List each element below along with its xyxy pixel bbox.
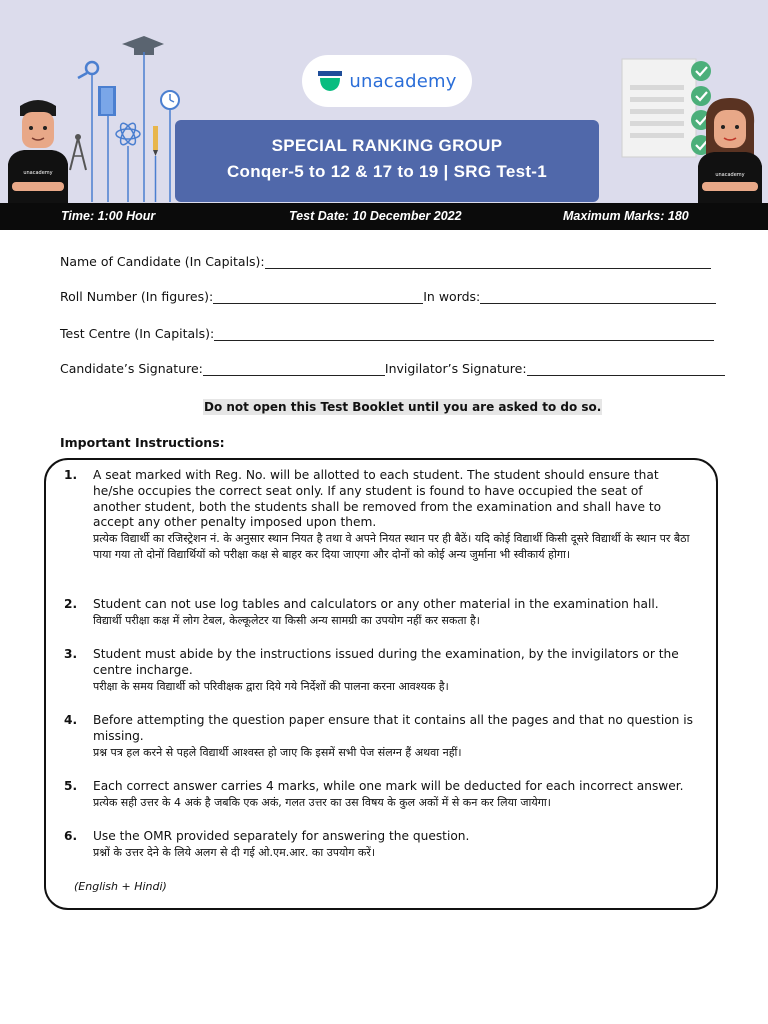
candidate-signature-field[interactable]: [203, 364, 385, 376]
unacademy-logo-icon: [317, 70, 343, 92]
test-group-title: SPECIAL RANKING GROUP: [271, 136, 503, 155]
instruction-hindi: प्रश्न पत्र हल करने से पहले विद्यार्थी आश्वस्त हो जाए कि इसमें सभी पेज संलग्न हैं अथवा नहीं।: [93, 745, 462, 759]
instruction-english: Use the OMR provided separately for answering the question.: [93, 829, 470, 843]
book-icon: [98, 86, 116, 202]
candidate-name-field[interactable]: [265, 257, 711, 269]
roll-number-field[interactable]: [213, 292, 423, 304]
candidate-name-label: Name of Candidate (In Capitals):: [60, 254, 265, 269]
roll-words-label: In words:: [423, 289, 481, 304]
pencil-icon: [153, 126, 158, 202]
magnifier-icon: [78, 62, 98, 202]
test-centre-label: Test Centre (In Capitals):: [60, 326, 215, 341]
instruction-number: 5.: [64, 779, 78, 793]
invigilator-signature-label: Invigilator’s Signature:: [384, 361, 527, 376]
instruction-number: 4.: [64, 713, 78, 727]
brand-name: unacademy: [349, 70, 457, 92]
candidate-signature-label: Candidate’s Signature:: [60, 361, 203, 376]
instruction-item: [64, 779, 694, 811]
unacademy-logo: [302, 55, 472, 107]
instruction-number: 3.: [64, 647, 78, 661]
shirt-logo: unacademy: [715, 172, 745, 178]
instruction-item: [64, 468, 694, 563]
header-banner: [0, 0, 768, 204]
candidate-name-row: [60, 254, 711, 269]
exam-info-bar: [0, 203, 768, 230]
exam-time: Time: 1:00 Hour: [61, 209, 156, 223]
instruction-item: [64, 829, 694, 861]
instruction-hindi: विद्यार्थी परीक्षा कक्ष में लोग टेबल, केल्कूलेटर या किसी अन्य सामग्री का उपयोग नहीं कर सकता है।: [93, 613, 480, 627]
language-note: (English + Hindi): [74, 880, 167, 893]
title-box: [175, 120, 599, 202]
test-centre-field[interactable]: [214, 329, 714, 341]
instruction-english: Student can not use log tables and calculators or any other material in the examination hall.: [93, 597, 659, 611]
instruction-hindi: प्रत्येक विद्यार्थी का रजिस्ट्रेशन नं. के अनुसार स्थान नियत है तथा वे अपने नियत स्थान पर ही बैठें। यदि कोई विद्यार्थी किसी दूसरे विद्यार्थी के स्थान पर बैठा पाया गया तो दोनों विद्यार्थियों को परीक्षा कक्ष से बाहर कर दिया जाएगा और दोनों को कोई अन्य जुर्माना भी स्वीकार्य होगा।: [93, 532, 690, 562]
instruction-hindi: परीक्षा के समय विद्यार्थी को परिवीक्षक द्वारा दिये गये निर्देशों की पालना करना आवश्यक है।: [93, 679, 449, 693]
instruction-english: Student must abide by the instructions issued during the examination, by the invigilators or the centre incharge.: [93, 647, 679, 677]
roll-words-field[interactable]: [480, 292, 716, 304]
test-name: Conqer-5 to 12 & 17 to 19 | SRG Test-1: [226, 162, 548, 181]
instruction-hindi: प्रत्येक सही उत्तर के 4 अकं है जबकि एक अकं, गलत उत्तर का उस विषय के कुल अकों में से कन कर लिया जायेगा।: [93, 795, 551, 809]
atom-icon: [116, 121, 140, 202]
instruction-item: [64, 597, 694, 629]
instruction-english: Each correct answer carries 4 marks, while one mark will be deducted for each incorrect answer.: [93, 779, 684, 793]
instruction-number: 1.: [64, 468, 78, 482]
instruction-english: Before attempting the question paper ensure that it contains all the pages and that no question is missing.: [93, 713, 694, 743]
instruction-number: 6.: [64, 829, 78, 843]
test-centre-row: [60, 326, 714, 341]
exam-date: Test Date: 10 December 2022: [289, 209, 462, 223]
instruction-item: [64, 647, 694, 695]
instruction-item: [64, 713, 694, 761]
instructions-heading: Important Instructions:: [60, 435, 225, 450]
do-not-open-warning: Do not open this Test Booklet until you are asked to do so.: [204, 400, 602, 414]
check-icon: [691, 61, 711, 81]
shirt-logo: unacademy: [23, 170, 53, 176]
signature-row: [60, 361, 725, 376]
instruction-hindi: प्रश्नों के उत्तर देने के लिये अलग से दी गई ओ.एम.आर. का उपयोग करें।: [93, 845, 376, 859]
roll-number-label: Roll Number (In figures):: [60, 289, 214, 304]
instruction-number: 2.: [64, 597, 78, 611]
maximum-marks: Maximum Marks: 180: [563, 209, 689, 223]
invigilator-signature-field[interactable]: [527, 364, 725, 376]
roll-number-row: [60, 289, 716, 304]
female-character: [694, 94, 766, 204]
instruction-english: A seat marked with Reg. No. will be allotted to each student. The student should ensure that he/she occupies the correct seat only. If any student is found to have occupied the seat of another student, both the students shall be removed from the examination and shall have to accept any other penalty imposed upon them.: [93, 468, 662, 530]
male-character: [2, 98, 76, 204]
